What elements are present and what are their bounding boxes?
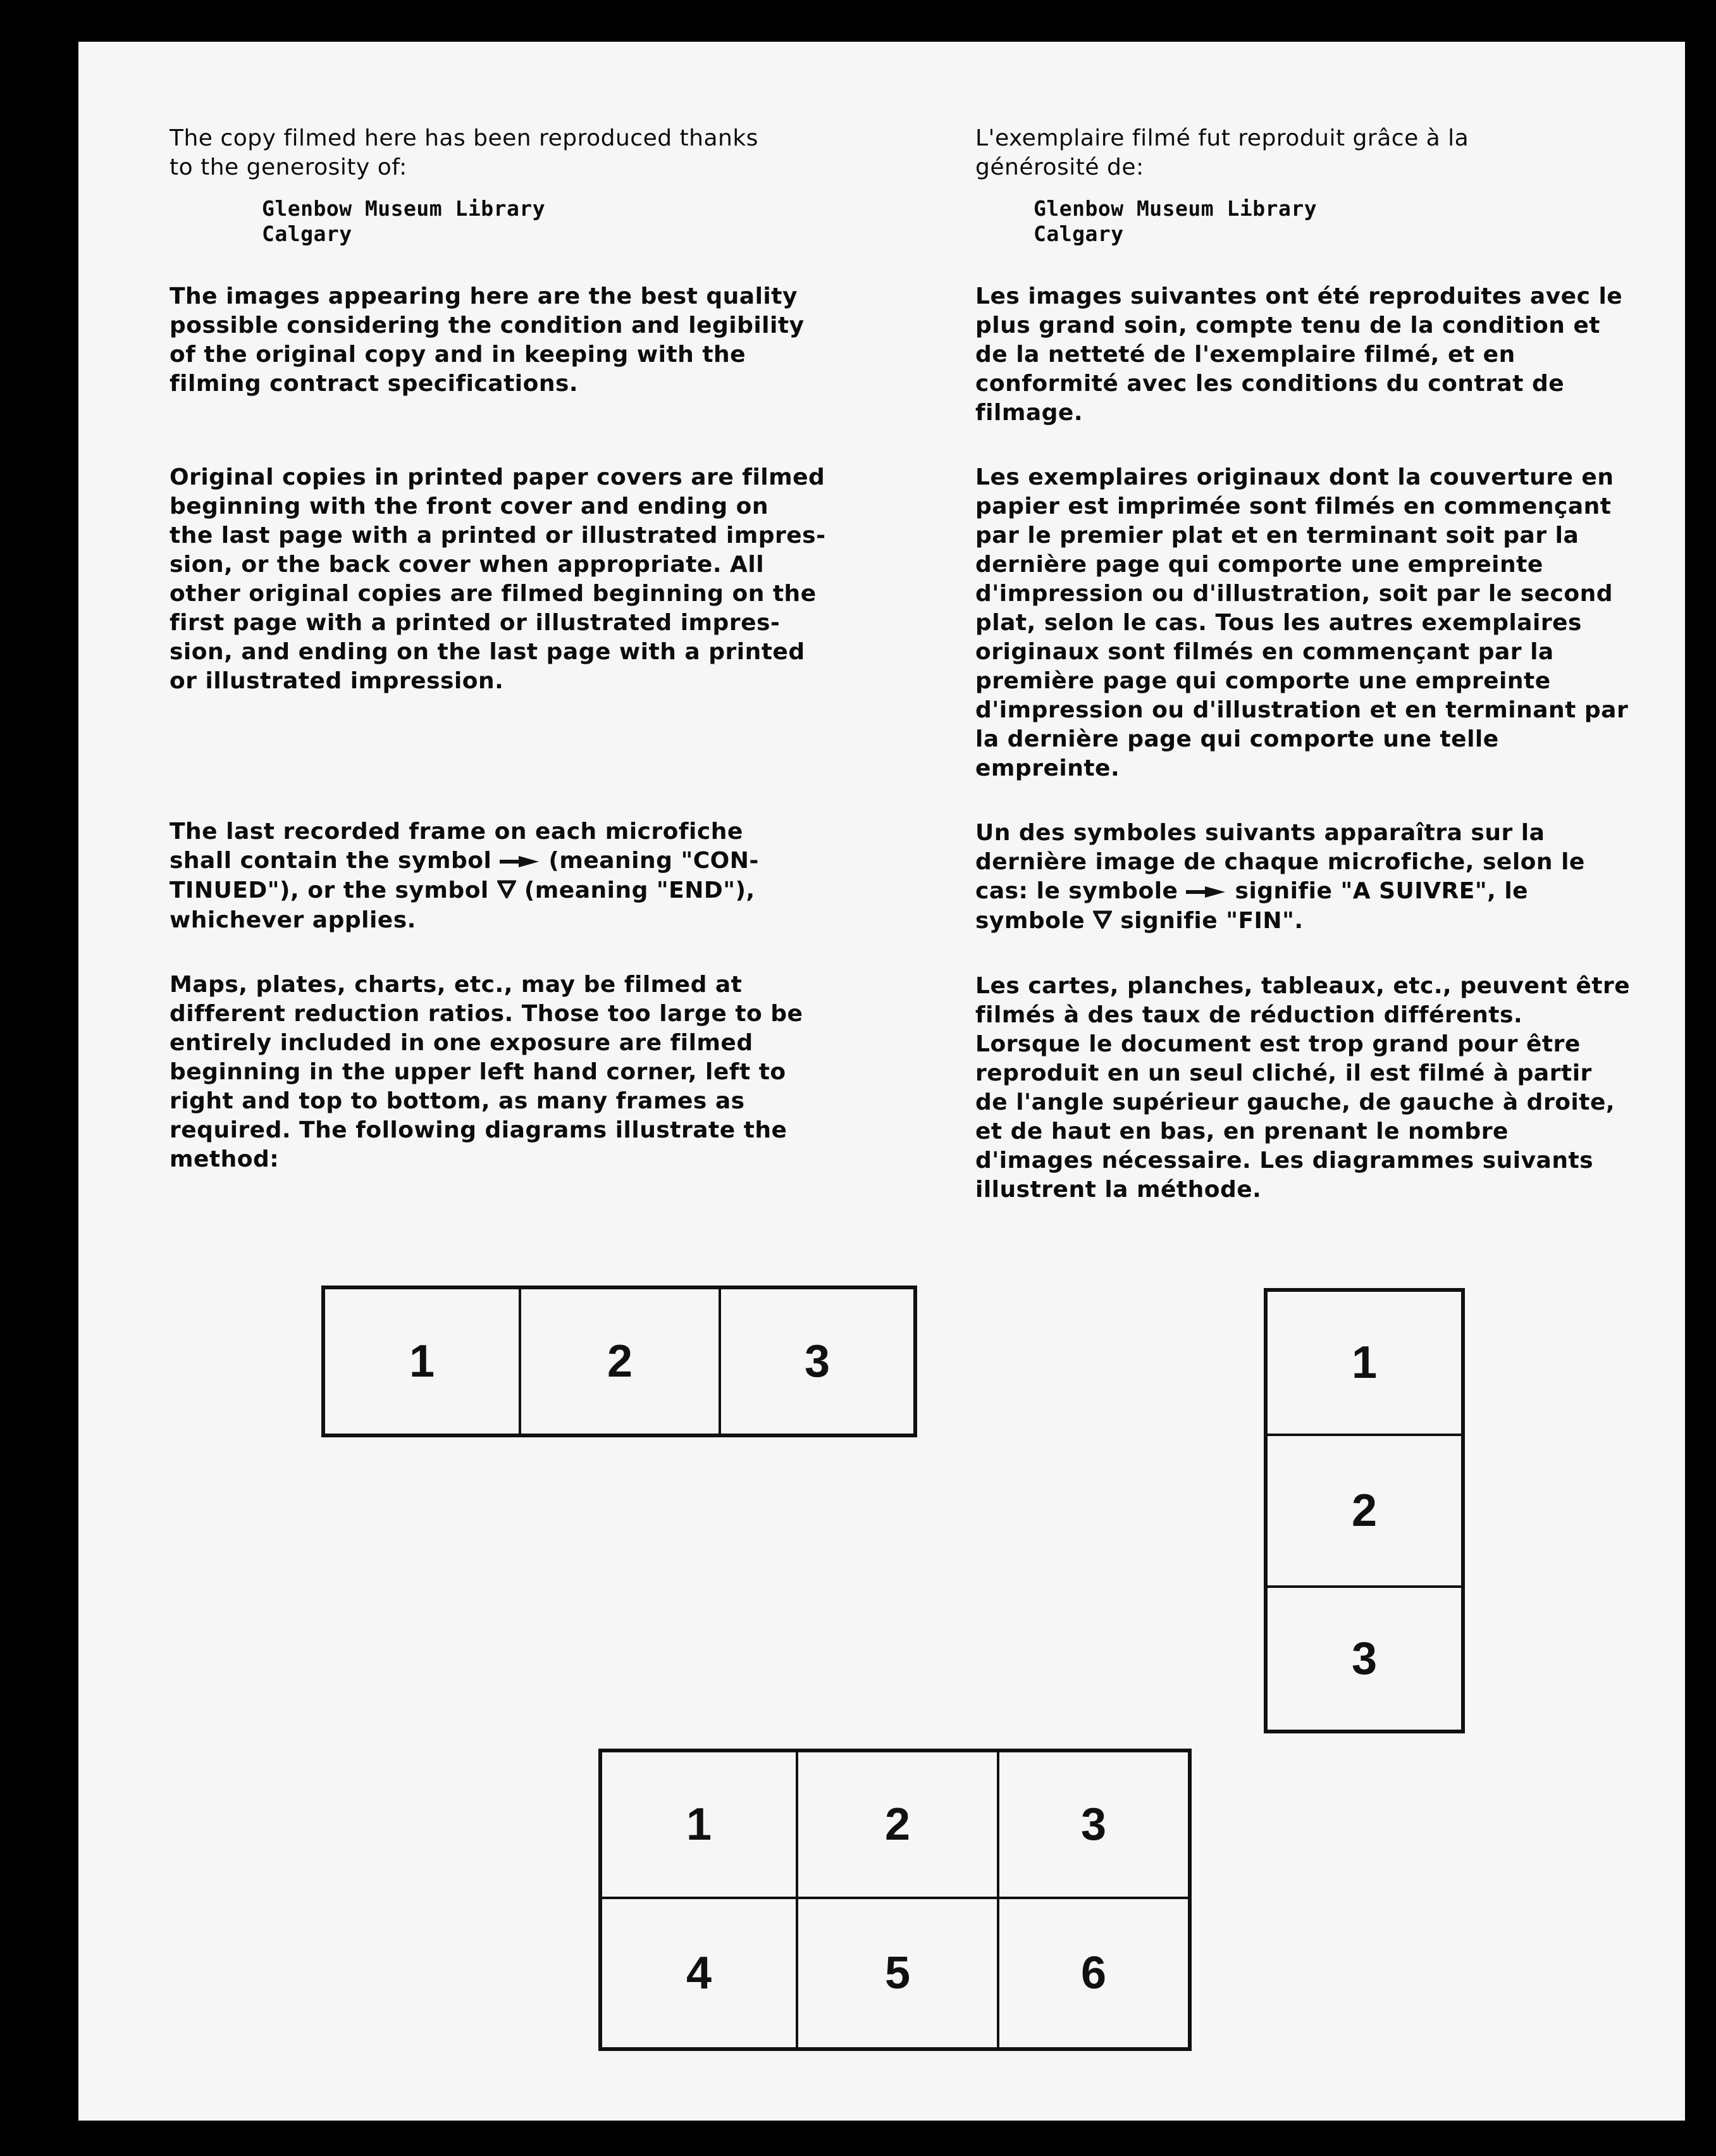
english-library-name: Glenbow Museum Library Calgary xyxy=(262,196,546,246)
frame-cell: 2 xyxy=(607,1336,633,1387)
french-maps-paragraph: Les cartes, planches, tableaux, etc., peuvent être filmés à des taux de réduction différents. Lorsque le document est trop grand pour être reproduit en un seul cliché, il est filmé à partir de l'angle supérieur gauche, de gauche à droite, et de haut en bas, en prenant le nombre d'images nécessaire. Les diagrammes suivants illustrent la méthode. xyxy=(975,973,1631,1203)
english-originals-paragraph: Original copies in printed paper covers are filmed beginning with the front cover and ending on the last page with a printed or illustrated impres- sion, or the back cover when appropriate. All other original copies are filmed beginning on the first page with a printed or illustrated impres- sion, and ending on the last page with a printed or illustrated impression. xyxy=(170,464,826,694)
english-images-paragraph: The images appearing here are the best quality possible considering the condition and legibility of the original copy and in keeping with the filming contract specifications. xyxy=(170,283,805,397)
frame-cell: 3 xyxy=(804,1336,830,1387)
english-intro: The copy filmed here has been reproduced thanks to the generosity of: xyxy=(170,125,758,180)
english-symbols-paragraph: The last recorded frame on each microfiche shall contain the symbol (meaning "CON- TINUED"), or the symbol (meaning "END"), whichever applies. xyxy=(170,819,759,933)
english-column xyxy=(170,124,897,1174)
triangle-down-icon xyxy=(1093,907,1112,936)
english-maps-paragraph: Maps, plates, charts, etc., may be filmed at different reduction ratios. Those too large to be entirely included in one exposure are filmed beginning in the upper left hand corner, left to right and top to bottom, as many frames as required. The following diagrams illustrate the method: xyxy=(170,972,803,1172)
french-intro: L'exemplaire filmé fut reproduit grâce à la générosité de: xyxy=(975,125,1469,180)
arrow-right-icon xyxy=(500,847,540,876)
french-originals-paragraph: Les exemplaires originaux dont la couverture en papier est imprimée sont filmés en commençant par le premier plat et en terminant soit par la dernière page qui comporte une empreinte d'impression ou d'illustration, soit par le second plat, selon le cas. Tous les autres exemplaires originaux sont filmés en commençant par la première page qui comporte une empreinte d'impression ou d'illustration et en terminant par la dernière page qui comporte une telle empreinte. xyxy=(975,464,1629,781)
frame-cell: 1 xyxy=(409,1336,435,1387)
frame-cell: 2 xyxy=(884,1799,911,1850)
french-column xyxy=(975,124,1671,1205)
frame-cell: 1 xyxy=(1351,1337,1378,1388)
french-symbols-paragraph: Un des symboles suivants apparaîtra sur la dernière image de chaque microfiche, selon le cas: le symbole signifie "A SUIVRE", le symbole signifie "FIN". xyxy=(975,819,1671,936)
frame-cell: 2 xyxy=(1351,1485,1378,1536)
arrow-right-icon xyxy=(1186,877,1226,907)
horizontal-frame-diagram xyxy=(321,1286,917,1437)
frame-cell: 5 xyxy=(884,1948,911,1998)
frame-cell: 3 xyxy=(1080,1799,1107,1850)
french-library-name: Glenbow Museum Library Calgary xyxy=(1034,196,1318,246)
vertical-frame-diagram xyxy=(1264,1288,1465,1733)
frame-cell: 3 xyxy=(1351,1633,1378,1684)
frame-cell: 4 xyxy=(686,1948,712,1998)
microfiche-target-sheet xyxy=(78,42,1685,2121)
french-images-paragraph: Les images suivantes ont été reproduites avec le plus grand soin, compte tenu de la condition et de la netteté de l'exemplaire filmé, et en conformité avec les conditions du contrat de filmage. xyxy=(975,283,1623,426)
frame-cell: 6 xyxy=(1080,1948,1107,1998)
triangle-down-icon xyxy=(497,877,516,906)
grid-frame-diagram xyxy=(598,1749,1192,2051)
frame-cell: 1 xyxy=(686,1799,712,1850)
